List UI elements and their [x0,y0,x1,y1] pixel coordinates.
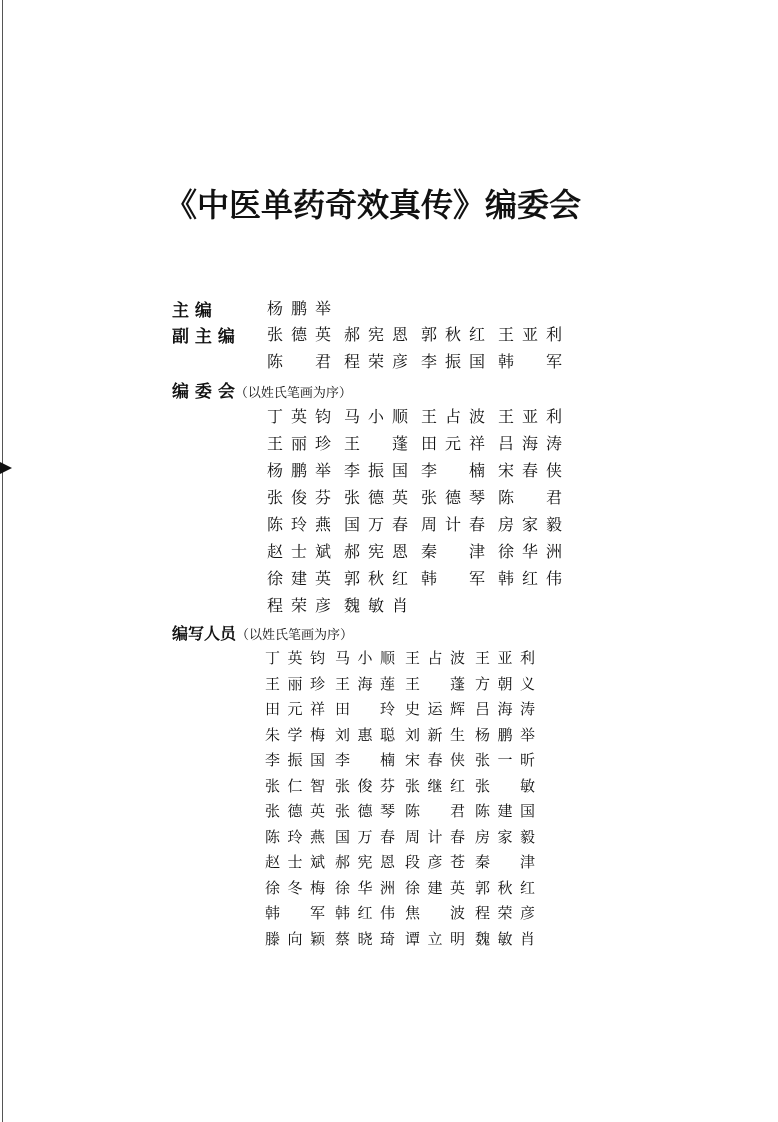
committee-member-name: 周计春 [421,515,485,534]
writer-row [265,851,545,872]
committee-member-name: 徐建英 [267,569,331,588]
committee-member-row [267,458,575,481]
committee-member-name: 吕海涛 [498,434,562,453]
writer-name: 张俊芬 [335,776,395,795]
committee-member-row [267,593,421,616]
writer-row [265,826,545,847]
writer-row [265,749,545,770]
writer-name: 程荣彦 [475,904,535,922]
chief-editor-label: 主 编 [172,301,212,321]
writer-name: 宋春侠 [405,751,465,769]
committee-member-name: 韩红伟 [498,569,562,588]
writer-name: 丁英钧 [265,649,325,667]
writer-row [265,673,545,694]
writers-label-line [172,621,353,644]
committee-member-name: 马小顺 [344,407,408,426]
deputy-editor-name: 程荣彦 [344,352,408,371]
writer-name: 王丽珍 [265,674,325,693]
writer-name: 李振国 [265,751,325,769]
committee-member-name: 李 楠 [421,461,485,480]
writer-name: 陈玲燕 [265,827,325,846]
committee-member-name: 徐华洲 [498,542,562,561]
writer-name: 刘新生 [405,725,465,744]
deputy-editor-name: 郭秋红 [421,325,485,344]
committee-note: （以姓氏笔画为序） [234,386,352,401]
committee-member-name: 房家毅 [498,515,562,534]
deputy-editor-name: 张德英 [267,325,331,344]
writer-name: 李 楠 [335,751,395,769]
committee-member-name: 国万春 [344,515,408,534]
writer-name: 滕向颖 [265,929,325,948]
committee-member-name: 张俊芬 [267,488,331,507]
writer-name: 徐冬梅 [265,878,325,897]
writer-name: 赵士斌 [265,853,325,871]
writer-name: 张德琴 [335,802,395,820]
writer-row [265,647,545,668]
writer-row [265,775,545,796]
writer-row [265,698,545,719]
writer-name: 段彦苍 [405,853,465,871]
writer-row [265,724,545,745]
writer-name: 徐建英 [405,878,465,897]
committee-label-line [172,377,352,402]
writer-name: 国万春 [335,827,395,846]
committee-member-name: 陈 君 [498,488,562,507]
writer-name: 郝宪恩 [335,853,395,871]
deputy-editor-row [267,349,575,372]
deputy-editor-name: 陈 君 [267,352,331,371]
committee-member-name: 郭秋红 [344,569,408,588]
writer-name: 王占波 [405,649,465,667]
deputy-editor-row [267,322,575,345]
writer-name: 王 蓬 [405,674,465,693]
deputy-editor-name: 韩 军 [498,352,562,371]
writer-name: 韩 军 [265,904,325,922]
committee-member-row [267,431,575,454]
writer-row [265,902,545,923]
chief-editor-row [267,296,344,319]
committee-member-name: 李振国 [344,461,408,480]
writer-name: 谭立明 [405,929,465,948]
committee-member-name: 张德琴 [421,488,485,507]
writer-name: 张仁智 [265,776,325,795]
committee-member-name: 陈玲燕 [267,515,331,534]
writer-name: 张一昕 [475,751,535,769]
chief-editor-name: 杨鹏举 [267,299,331,318]
writer-row [265,928,545,949]
writer-name: 蔡晓琦 [335,929,395,948]
writer-name: 王海莲 [335,674,395,693]
committee-member-name: 赵士斌 [267,542,331,561]
committee-member-name: 张德英 [344,488,408,507]
writer-name: 朱学梅 [265,725,325,744]
page-left-edge [2,0,3,1122]
writer-name: 韩红伟 [335,904,395,922]
committee-member-name: 田元祥 [421,434,485,453]
committee-member-row [267,566,575,589]
writer-name: 秦 津 [475,853,535,871]
writer-name: 田元祥 [265,700,325,718]
committee-member-row [267,539,575,562]
committee-member-name: 王亚利 [498,407,562,426]
committee-member-name: 王 蓬 [344,434,408,453]
writers-label: 编写人员 [172,624,237,643]
writer-name: 王亚利 [475,649,535,667]
writer-name: 焦 波 [405,904,465,922]
writer-name: 张继红 [405,776,465,795]
writer-name: 陈建国 [475,802,535,820]
deputy-editor-name: 王亚利 [498,325,562,344]
deputy-editor-name: 郝宪恩 [344,325,408,344]
committee-member-name: 郝宪恩 [344,542,408,561]
writer-name: 田 玲 [335,700,395,718]
writer-name: 周计春 [405,827,465,846]
page-title: 《中医单药奇效真传》编委会 [165,186,582,224]
writer-row [265,877,545,898]
deputy-editor-label: 副 主 编 [172,327,235,347]
writer-name: 张德英 [265,802,325,820]
committee-member-name: 魏敏肖 [344,596,408,615]
committee-member-name: 丁英钧 [267,407,331,426]
writers-note: （以姓氏笔画为序） [236,628,354,643]
committee-member-name: 韩 军 [421,569,485,588]
writer-name: 马小顺 [335,649,395,667]
writer-name: 杨鹏举 [475,725,535,744]
writer-name: 徐华洲 [335,878,395,897]
committee-member-name: 王丽珍 [267,434,331,453]
committee-member-name: 杨鹏举 [267,461,331,480]
writer-name: 刘惠聪 [335,725,395,744]
writer-name: 陈 君 [405,802,465,820]
writer-name: 史运辉 [405,700,465,718]
writer-name: 魏敏肖 [475,929,535,948]
writer-row [265,800,545,821]
writer-name: 吕海涛 [475,700,535,718]
committee-member-row [267,404,575,427]
deputy-editor-name: 李振国 [421,352,485,371]
committee-member-name: 王占波 [421,407,485,426]
committee-member-row [267,512,575,535]
page-marker-triangle [0,462,12,474]
writer-name: 郭秋红 [475,878,535,897]
writer-name: 张 敏 [475,776,535,795]
committee-member-name: 程荣彦 [267,596,331,615]
committee-member-name: 秦 津 [421,542,485,561]
committee-member-row [267,485,575,508]
writer-name: 方朝义 [475,674,535,693]
committee-label: 编 委 会 [172,382,235,402]
writer-name: 房家毅 [475,827,535,846]
committee-member-name: 宋春侠 [498,461,562,480]
